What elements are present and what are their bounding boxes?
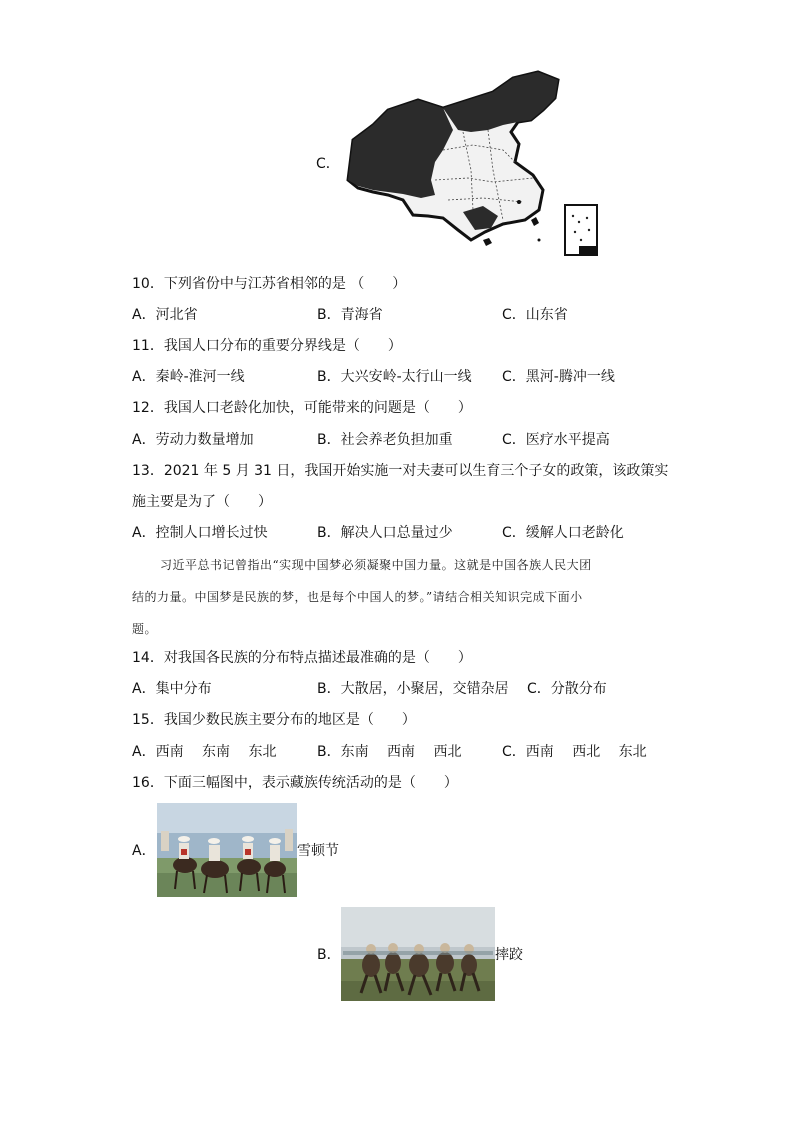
q14-option-c[interactable]: C．分散分布 bbox=[527, 681, 607, 697]
q11-stem: 11．我国人口分布的重要分界线是（ ） bbox=[132, 338, 402, 354]
q9-option-c-label: C． bbox=[316, 156, 340, 172]
q16-option-b-label[interactable]: B． bbox=[317, 947, 341, 963]
passage-line-1: 习近平总书记曾指出“实现中国梦必须凝聚中国力量。这就是中国各族人民大团 bbox=[160, 558, 592, 572]
q16-option-a-label[interactable]: A． bbox=[132, 843, 156, 859]
q14-option-b[interactable]: B．大散居，小聚居，交错杂居 bbox=[317, 681, 509, 697]
q10-stem: 10．下列省份中与江苏省相邻的是 （ ） bbox=[132, 276, 407, 292]
q13-option-c[interactable]: C．缓解人口老龄化 bbox=[502, 525, 624, 541]
wrestling-photo[interactable] bbox=[341, 907, 495, 1001]
q13-stem-line1: 13．2021 年 5 月 31 日，我国开始实施一对夫妻可以生育三个子女的政策，该政策实 bbox=[132, 463, 669, 479]
q15-option-c[interactable]: C．西南 西北 东北 bbox=[502, 744, 647, 760]
q10-option-a[interactable]: A．河北省 bbox=[132, 307, 198, 323]
q12-option-b[interactable]: B．社会养老负担加重 bbox=[317, 432, 453, 448]
q15-option-a[interactable]: A．西南 东南 东北 bbox=[132, 744, 277, 760]
q16-option-b-caption: 摔跤 bbox=[495, 947, 523, 963]
q12-option-c[interactable]: C．医疗水平提高 bbox=[502, 432, 610, 448]
q16-option-a-caption: 雪顿节 bbox=[297, 843, 339, 859]
q13-stem-line2: 施主要是为了（ ） bbox=[132, 494, 272, 510]
q12-option-a[interactable]: A．劳动力数量增加 bbox=[132, 432, 254, 448]
q14-stem: 14．对我国各民族的分布特点描述最准确的是（ ） bbox=[132, 650, 472, 666]
q13-option-a[interactable]: A．控制人口增长过快 bbox=[132, 525, 268, 541]
passage-line-2: 结的力量。中国梦是民族的梦，也是每个中国人的梦。”请结合相关知识完成下面小 bbox=[132, 590, 583, 604]
q16-stem: 16．下面三幅图中，表示藏族传统活动的是（ ） bbox=[132, 775, 458, 791]
q11-option-a[interactable]: A．秦岭-淮河一线 bbox=[132, 369, 245, 385]
horse-festival-photo[interactable] bbox=[157, 803, 297, 897]
q10-option-c[interactable]: C．山东省 bbox=[502, 307, 568, 323]
q11-option-c[interactable]: C．黑河-腾冲一线 bbox=[502, 369, 615, 385]
q13-option-b[interactable]: B．解决人口总量过少 bbox=[317, 525, 453, 541]
q15-stem: 15．我国少数民族主要分布的地区是（ ） bbox=[132, 712, 416, 728]
china-map-image bbox=[343, 70, 603, 260]
china-map-icon bbox=[343, 70, 603, 260]
passage-line-3: 题。 bbox=[132, 622, 158, 636]
q14-option-a[interactable]: A．集中分布 bbox=[132, 681, 212, 697]
q15-option-b[interactable]: B．东南 西南 西北 bbox=[317, 744, 462, 760]
q12-stem: 12．我国人口老龄化加快，可能带来的问题是（ ） bbox=[132, 400, 472, 416]
q11-option-b[interactable]: B．大兴安岭-太行山一线 bbox=[317, 369, 472, 385]
q10-option-b[interactable]: B．青海省 bbox=[317, 307, 383, 323]
